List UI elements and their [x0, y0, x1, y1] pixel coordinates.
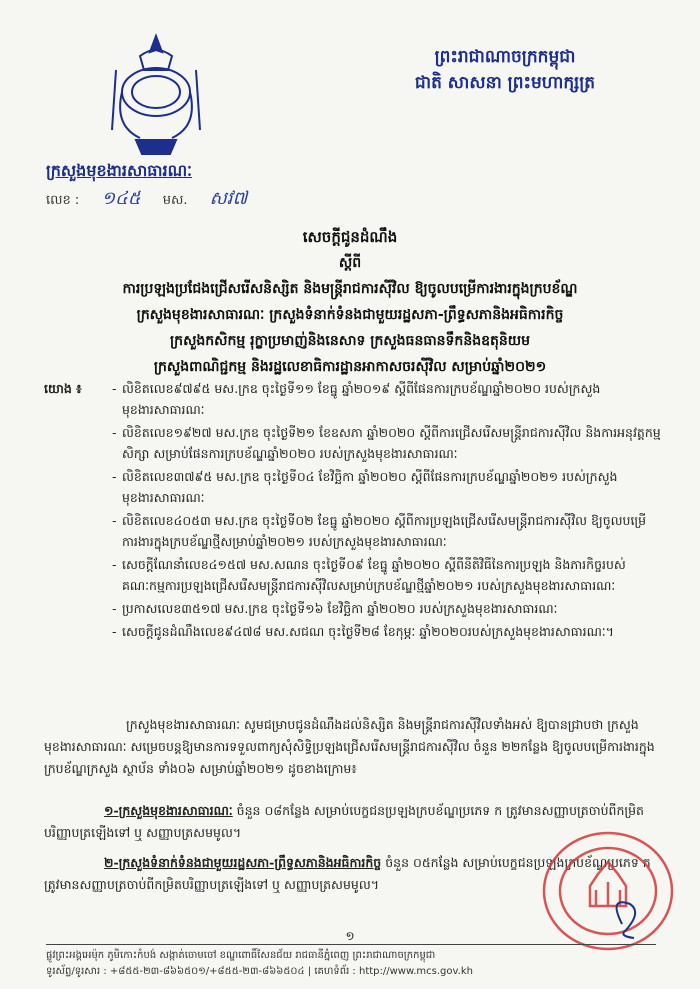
references-section	[44, 378, 664, 644]
footer	[46, 944, 656, 980]
reference-item: - ប្រកាសលេខ៣៥១៧ មស.ក្រឧ ចុះថ្ងៃទី១៦ ខែវិច្ឆិកា ឆ្នាំ២០២០ របស់ក្រសួងមុខងារសាធារណៈ	[122, 598, 664, 619]
reference-item: - លិខិតលេខ១៩២៧ មស.ក្រឧ ចុះថ្ងៃទី២១ ខែឧសភា ឆ្នាំ២០២០ ស្ដីពីការជ្រើសរើសមន្ត្រីរាជការស៊ីវិល និងការអនុវត្តកម្មសិក្សា សម្រាប់ផែនការក្របខ័ណ្ឌឆ្នាំ២០២០ របស់ក្រសួងមុខងារសាធារណៈ	[122, 422, 664, 464]
footer-contact: ទូរស័ព្ទ/ទូរសារ : +៨៥៥-២៣-៨៦៦៥០១/+៨៥៥-២៣-៨៦៦៥០៤ | គេហទំព័រ : http://www.mcs.gov.kh	[46, 966, 473, 977]
reference-item: - លិខិតលេខ៤០៥៣ មស.ក្រឧ ចុះថ្ងៃទី០២ ខែធ្នូ ឆ្នាំ២០២០ ស្ដីពីការប្រឡងជ្រើសរើសមន្ត្រីរាជការស៊ីវិល ឱ្យចូលបម្រើការងារក្នុងក្របខ័ណ្ឌថ្មីសម្រាប់ឆ្នាំ២០២១ របស់ក្រសួងមុខងារសាធារណៈ	[122, 510, 664, 552]
reference-number: ១៤៥	[101, 188, 141, 209]
title-line: សេចក្ដីជូនដំណឹង	[302, 228, 398, 246]
title-line: ការប្រឡងប្រជែងជ្រើសរើសនិស្សិត និងមន្ត្រីរាជការស៊ីវិល ឱ្យចូលបម្រើការងារក្នុងក្របខ័ណ្ឌ	[122, 281, 578, 297]
kingdom-name: ព្រះរាជាណាចក្រកម្ពុជា	[434, 47, 576, 67]
page-number: ១	[345, 929, 355, 943]
reference-item: - សេចក្ដីណែនាំលេខ៤១៥៧ មស.សណន ចុះថ្ងៃទី០៩ ខែធ្នូ ឆ្នាំ២០២០ ស្ដីពីនីតិវិធីនៃការប្រឡង និងភារកិច្ចរបស់គណៈកម្មការប្រឡងជ្រើសរើសមន្ត្រីរាជការស៊ីវិលសម្រាប់ក្របខ័ណ្ឌថ្មីឆ្នាំ២០២១ របស់ក្រសួងមុខងារសាធារណៈ	[122, 554, 664, 596]
quota-item-heading: ២-ក្រសួងទំនាក់ទំនងជាមួយរដ្ឋសភា-ព្រឹទ្ធសភានិងអធិការកិច្ច	[104, 855, 382, 870]
title-line: ស្ដីពី	[338, 255, 362, 271]
reference-item: - លិខិតលេខ៣៧៩៥ មស.ក្រឧ ចុះថ្ងៃទី០៤ ខែវិច្ឆិកា ឆ្នាំ២០២០ ស្ដីពីផែនការក្របខ័ណ្ឌឆ្នាំ២០២១ របស់ក្រសួងមុខងារសាធារណៈ	[122, 466, 664, 508]
references-label: យោង ៖	[44, 381, 82, 396]
footer-website: គេហទំព័រ : http://www.mcs.gov.kh	[314, 966, 473, 977]
quota-item-heading: ១-ក្រសួងមុខងារសាធារណៈ	[104, 803, 233, 818]
title-line: ក្រសួងពាណិជ្ជកម្ម និងរដ្ឋលេខាធិការដ្ឋានអាកាសចរស៊ីវិល សម្រាប់ឆ្នាំ២០២១	[153, 359, 547, 375]
reference-line	[46, 186, 265, 213]
quota-item-text: ចំនួន ០៨កន្លែង សម្រាប់បេក្ខជនប្រឡងក្របខ័ណ្ឌប្រភេទ ក ត្រូវមានសញ្ញាបត្រចាប់ពីកម្រិតបរិញ្ញាបត្រឡើងទៅ ឬ សញ្ញាបត្រសមមូល។	[44, 803, 644, 840]
reference-item: - លិខិតលេខ៩៧៩៥ មស.ក្រឧ ចុះថ្ងៃទី១១ ខែធ្នូ ឆ្នាំ២០១៩ ស្ដីពីផែនការក្របខ័ណ្ឌឆ្នាំ២០២០ របស់ក្រសួងមុខងារសាធារណៈ	[122, 378, 664, 420]
reference-date: សវ៧	[209, 188, 248, 209]
reference-item: - សេចក្ដីជូនដំណឹងលេខ៩៤៧៨ មស.សជណ ចុះថ្ងៃទី២៨ ខែកុម្ភៈ ឆ្នាំ២០២០របស់ក្រសួងមុខងារសាធារណៈ។	[122, 621, 664, 642]
issuing-ministry: ក្រសួងមុខងារសាធារណៈ	[46, 161, 192, 180]
body-paragraph: ក្រសួងមុខងារសាធារណៈ សូមជម្រាបជូនដំណឹងដល់និស្សិត និងមន្ត្រីរាជការស៊ីវិលទាំងអស់ ឱ្យបានជ្រាបថា ក្រសួងមុខងារសាធារណៈ សម្រេចបន្តឱ្យមានការទទួលពាក្យសុំសិទ្ធិប្រឡងជ្រើសរើសមន្ត្រីរាជការស៊ីវិល ចំនួន ២២កន្លែង ឱ្យចូលបម្រើការងារក្នុងក្របខ័ណ្ឌក្រសួង ស្ថាប័ន ទាំង០៦ សម្រាប់ឆ្នាំ២០២១ ដូចខាងក្រោម៖	[44, 717, 655, 776]
letterhead	[355, 44, 655, 96]
reference-label: លេខ :	[46, 193, 80, 208]
references-list	[44, 378, 664, 642]
title-line: ក្រសួងមុខងារសាធារណៈ ក្រសួងទំនាក់ទំនងជាមួយរដ្ឋសភា-ព្រឹទ្ធសភានិងអធិការកិច្ច	[136, 307, 564, 323]
footer-phone: ទូរស័ព្ទ/ទូរសារ : +៨៥៥-២៣-៨៦៦៥០១/+៨៥៥-២៣-៨៦៦៥០៤	[46, 966, 305, 977]
national-motto: ជាតិ សាសនា ព្រះមហាក្សត្រ	[414, 73, 596, 93]
footer-address: ផ្លូវព្រះអង្គអេម៉ុក ភូមិកោះកំបង់ សង្កាត់ចោមចៅ ខណ្ឌពោធិ៍សែនជ័យ រាជធានីភ្នំពេញ ព្រះរាជាណាចក្រកម្ពុជា	[46, 950, 436, 961]
title-line: ក្រសួងកសិកម្ម រុក្ខាប្រមាញ់និងនេសាទ ក្រសួងធនធានទឹកនិងឧតុនិយម	[170, 333, 530, 349]
reference-code: មស.	[162, 193, 188, 208]
notice-title	[40, 224, 660, 380]
royal-emblem-icon	[96, 30, 216, 162]
quota-item-text: ចំនួន ០៥កន្លែង សម្រាប់បេក្ខជនប្រឡងក្របខ័ណ្ឌប្រភេទ ក ត្រូវមានសញ្ញាបត្រចាប់ពីកម្រិតបរិញ្ញាបត្រឡើងទៅ ឬ សញ្ញាបត្រសមមូល។	[44, 855, 651, 892]
